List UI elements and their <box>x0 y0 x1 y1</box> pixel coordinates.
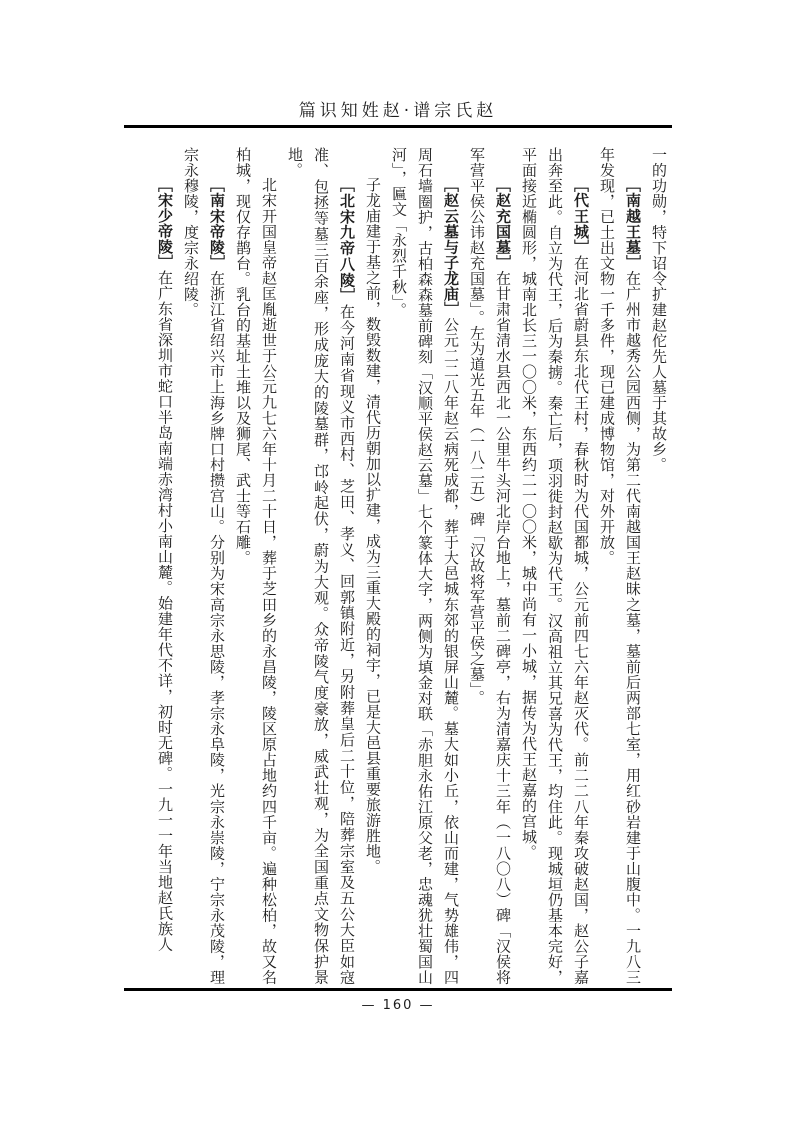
paragraph <box>152 147 178 985</box>
paragraph <box>282 147 360 985</box>
paragraph-text: 子龙庙建于基之前，数毁数建，清代历朝加以扩建，成为三重大殿的祠宇，已是大邑县重要旅游胜地。 <box>364 177 382 875</box>
paragraph-text: 在今河南省现义市西村、芝田、孝义、回郭镇附近，另附葬皇后二十位，陪葬宗室及五公大臣如寇准、包拯等墓三百余座，形成庞大的陵墓群，邙岭起伏，蔚为大观。众帝陵气度豪放，威武壮观，为全国重点文物保护景地。 <box>286 147 356 985</box>
paragraph-head: ［赵充国墓］ <box>494 177 512 271</box>
paragraph <box>594 147 646 985</box>
paragraph-text: 在广东省深圳市蛇口半岛南端赤湾村小南山麓。始建年代不详，初时无碑。一九一一年当地赵氏族人 <box>156 270 174 952</box>
paragraph-text: 在广州市越秀公园西侧，为第二代南越国王赵昧之墓，墓前后两部七室，用红砂岩建于山腹中。一九八三年发现，已土出文物一千多件，现已建成博物馆，对外开放。 <box>598 147 642 985</box>
paragraph <box>386 147 464 985</box>
vertical-text-body <box>124 147 672 985</box>
paragraph <box>230 147 282 985</box>
paragraph-text: 在浙江省绍兴市上海乡牌口村攒宫山。分别为宋高宗永思陵，孝宗永阜陵，光宗永崇陵，宁宗永茂陵，理宗永穆陵，度宗永绍陵。 <box>182 147 226 985</box>
paragraph-text: 在甘肃省清水县西北一公里牛头河北岸台地上，墓前二碑亭，右为清嘉庆十三年（一八〇八）碑「汉侯将军营平侯公讳赵充国墓」。左为道光五年（一八二五）碑「汉故将军营平侯之墓」。 <box>468 147 512 985</box>
paragraph-head: ［南越王墓］ <box>624 177 642 271</box>
paragraph <box>464 147 516 985</box>
paragraph-text: 在河北省蔚县东北代王村，春秋时为代国都城，公元前四七六年赵灭代。前二二八年秦攻破赵国，赵公子嘉出奔至此。自立为代王，后为秦掳。秦亡后，项羽徙封赵歇为代王。汉高祖立其兄喜为代王，均住此。现城垣仍基本完好，平面接近椭圆形，城南北长三一〇〇米，东西约二一〇〇米，城中尚有一小城，据传为代王赵嘉的宫城。 <box>520 147 590 985</box>
paragraph <box>360 147 386 985</box>
paragraph-text: 一的功勋，特下诏令扩建赵佗先人墓于其故乡。 <box>650 147 668 473</box>
paragraph-head: ［代王城］ <box>572 177 590 255</box>
page-header-title: 篇识知姓赵·谱宗氏赵 <box>298 101 498 121</box>
paragraph-head: ［南宋帝陵］ <box>208 177 226 271</box>
paragraph-head: ［北宋九帝八陵］ <box>338 177 356 304</box>
footer-rule <box>124 988 672 991</box>
header-rule <box>124 125 672 128</box>
paragraph-head: ［赵云墓与子龙庙］ <box>442 177 460 317</box>
paragraph <box>516 147 594 985</box>
paragraph <box>646 147 672 985</box>
page-number: — 160 — <box>361 998 435 1013</box>
paragraph <box>178 147 230 985</box>
paragraph-text: 公元二二八年赵云病死成都，葬于大邑城东郊的银屏山麓。墓大如小丘，依山而建，气势雄伟，四周石墙圈护，古柏森森墓前碑刻「汉顺平侯赵云墓」七个篆体大字，两侧为填金对联「赤胆永佑江原父老，忠魂犹壮蜀国山河」，匾文「永烈千秋」。 <box>390 147 460 985</box>
paragraph-text: 北宋开国皇帝赵匡胤逝世于公元九七六年十月二十日，葬于芝田乡的永昌陵，陵区原占地约四千亩。遍种松柏，故又名柏城，现仅存鹊台。乳台的基址土堆以及狮尾、武士等石雕。 <box>234 147 278 985</box>
paragraph-head: ［宋少帝陵］ <box>156 177 174 270</box>
